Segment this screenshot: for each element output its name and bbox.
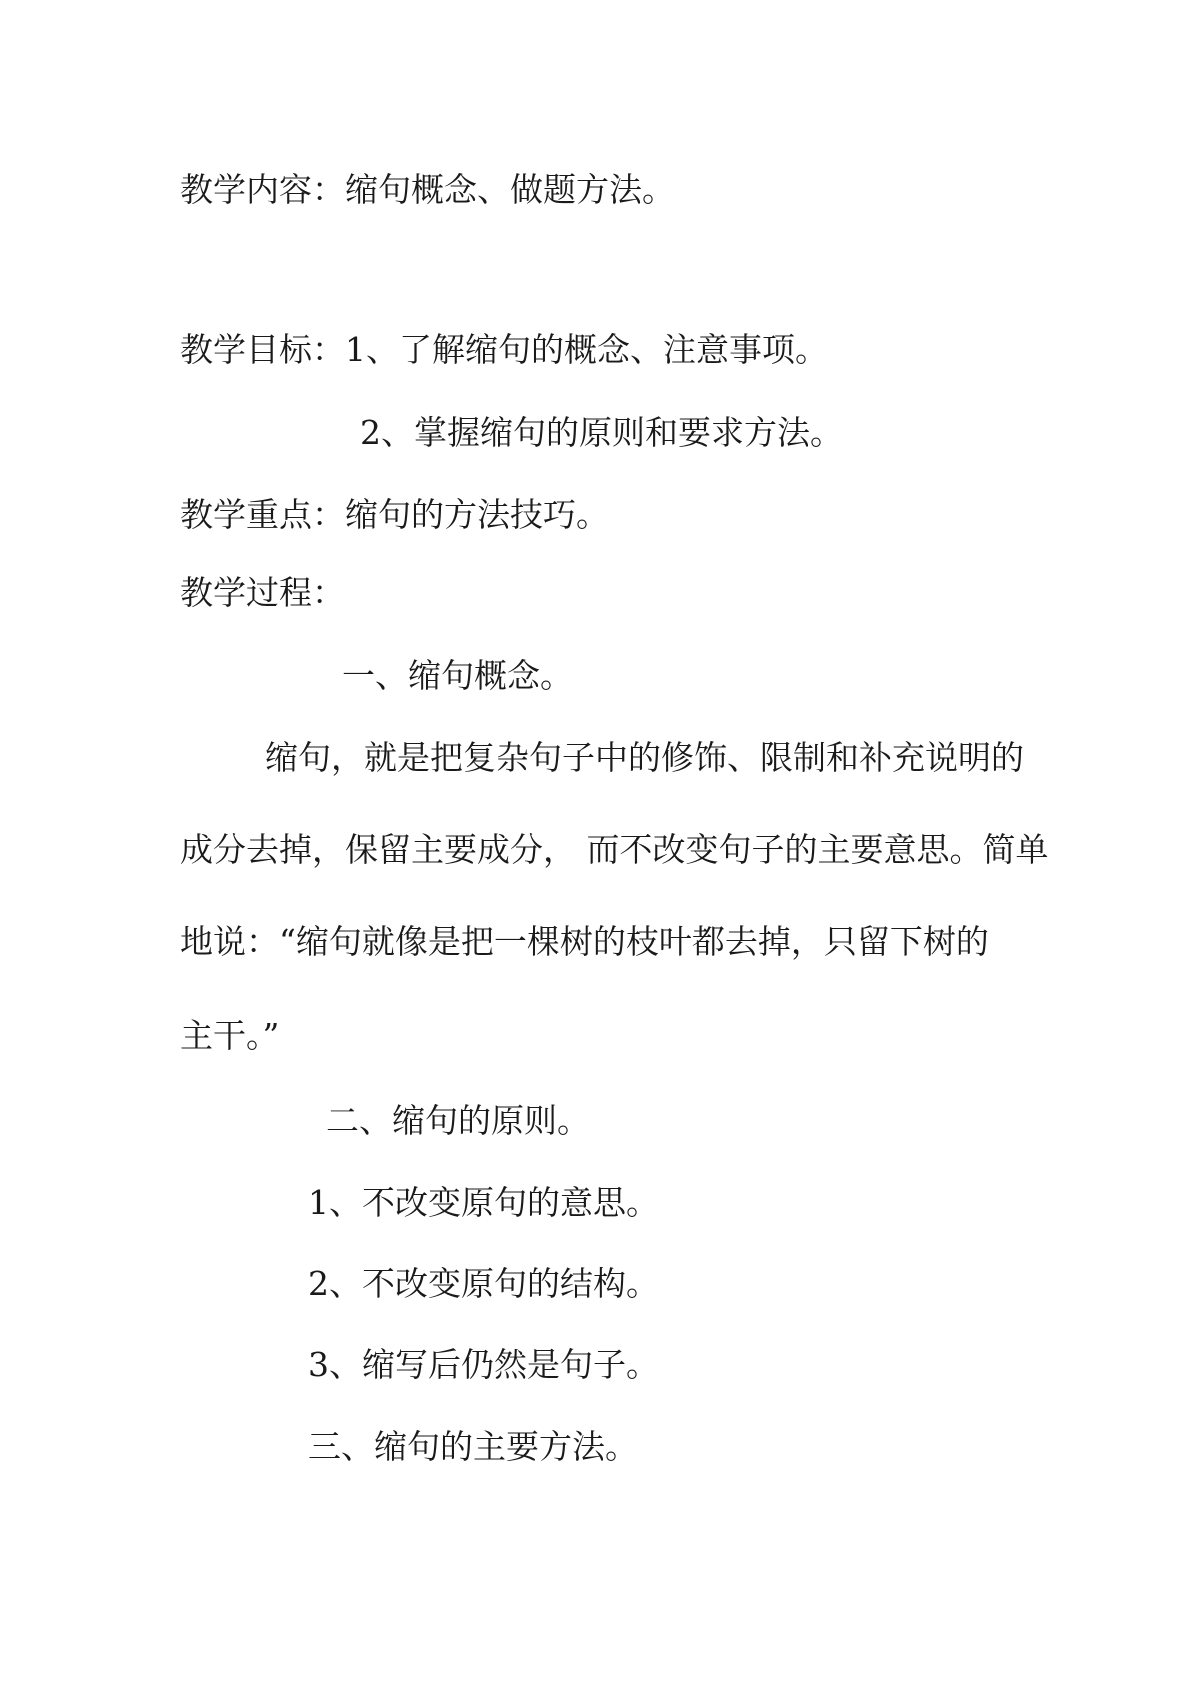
principle-item: 1、不改变原句的意思。 — [308, 1183, 659, 1222]
paragraph-line: 缩句，就是把复杂句子中的修饰、限制和补充说明的 — [265, 738, 1024, 777]
section-3-heading: 三、缩句的主要方法。 — [308, 1427, 638, 1466]
paragraph-line: 主干。” — [180, 1016, 280, 1055]
section-1-heading: 一、缩句概念。 — [342, 656, 573, 695]
teaching-key-point: 教学重点：缩句的方法技巧。 — [180, 495, 609, 534]
teaching-goal-2: 2、掌握缩句的原则和要求方法。 — [360, 413, 843, 452]
paragraph-line: 地说：“缩句就像是把一棵树的枝叶都去掉，只留下树的 — [180, 922, 989, 961]
principle-item: 2、不改变原句的结构。 — [308, 1264, 659, 1303]
section-2-heading: 二、缩句的原则。 — [326, 1101, 590, 1140]
teaching-goal-1: 教学目标：1、了解缩句的概念、注意事项。 — [180, 330, 828, 369]
principle-item: 3、缩写后仍然是句子。 — [308, 1345, 659, 1384]
paragraph-line: 成分去掉，保留主要成分， 而不改变句子的主要意思。简单 — [180, 830, 1049, 869]
teaching-process-heading: 教学过程： — [180, 573, 345, 612]
teaching-content: 教学内容：缩句概念、做题方法。 — [180, 170, 675, 209]
